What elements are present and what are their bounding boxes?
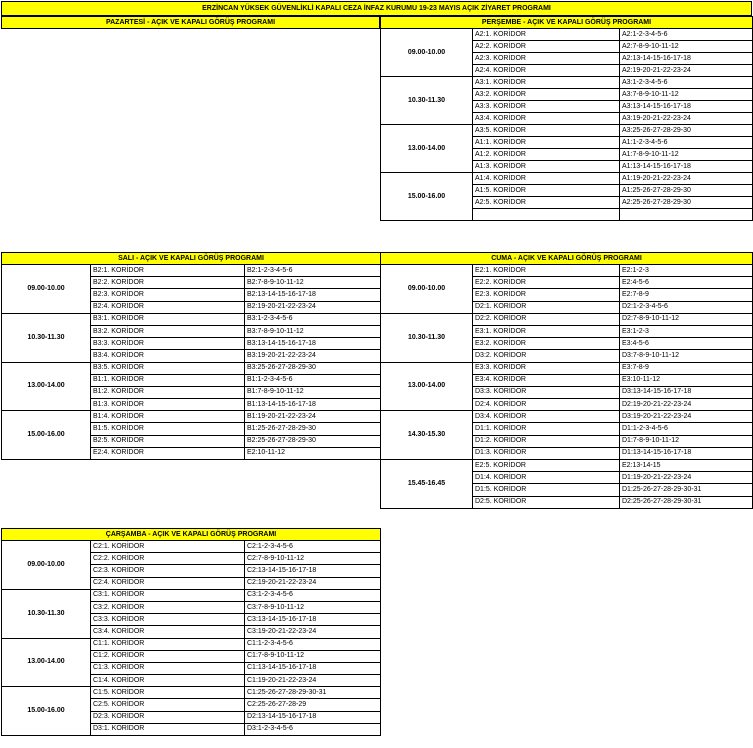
rooms-cell: C3:1-2-3-4-5-6 (245, 589, 381, 601)
corridor-cell: A2:1. KORİDOR (473, 29, 620, 41)
rooms-cell: B2:25-26-27-28-29-30 (245, 435, 381, 447)
corridor-cell: C1:2. KORİDOR (91, 650, 245, 662)
rooms-cell: B2:19-20-21-22-23-24 (245, 301, 381, 313)
table-row (2, 589, 381, 601)
corridor-cell: A3:1. KORİDOR (473, 77, 620, 89)
rooms-cell: A3:13-14-15-16-17-18 (620, 101, 753, 113)
rooms-cell: D1:1-2-3-4-5-6 (620, 423, 753, 435)
rooms-cell: B3:1-2-3-4-5-6 (245, 313, 381, 325)
table-row (2, 638, 381, 650)
rooms-cell: C1:13-14-15-16-17-18 (245, 662, 381, 674)
sali-header: SALI - AÇIK VE KAPALI GÖRÜŞ PROGRAMI (2, 253, 381, 265)
corridor-cell: D3:2. KORİDOR (473, 350, 620, 362)
rooms-cell: E2:13-14-15 (620, 460, 753, 472)
corridor-cell: B2:5. KORİDOR (91, 435, 245, 447)
rooms-cell: C2:7-8-9-10-11-12 (245, 553, 381, 565)
corridor-cell: B1:4. KORİDOR (91, 411, 245, 423)
carsamba-section (1, 528, 381, 736)
pazartesi-header: PAZARTESİ - AÇIK VE KAPALI GÖRÜŞ PROGRAMI (2, 17, 380, 29)
rooms-cell: D1:7-8-9-10-11-12 (620, 435, 753, 447)
rooms-cell: A1:13-14-15-16-17-18 (620, 161, 753, 173)
rooms-cell: D2:1-2-3-4-5-6 (620, 301, 753, 313)
rooms-cell: B1:13-14-15-16-17-18 (245, 399, 381, 411)
corridor-cell: C3:2. KORİDOR (91, 601, 245, 613)
rooms-cell: A3:25-26-27-28-29-30 (620, 125, 753, 137)
corridor-cell: A3:4. KORİDOR (473, 113, 620, 125)
table-row (381, 313, 753, 325)
table-row (2, 541, 381, 553)
time-slot: 09.00-10.00 (381, 265, 473, 314)
time-slot: 09.00-10.00 (2, 541, 91, 590)
time-slot: 13.00-14.00 (2, 362, 91, 411)
corridor-cell: B3:5. KORİDOR (91, 362, 245, 374)
time-slot: 15.45-16.45 (381, 460, 473, 509)
rooms-cell: C1:25-26-27-28-29-30-31 (245, 687, 381, 699)
corridor-cell: A1:4. KORİDOR (473, 173, 620, 185)
time-slot: 13.00-14.00 (381, 125, 473, 173)
corridor-cell: B1:5. KORİDOR (91, 423, 245, 435)
corridor-cell: E2:2. KORİDOR (473, 277, 620, 289)
rooms-cell: B3:19-20-21-22-23-24 (245, 350, 381, 362)
corridor-cell: D2:5. KORİDOR (473, 496, 620, 508)
rooms-cell: E2:10-11-12 (245, 447, 381, 459)
time-slot: 10.30-11.30 (381, 313, 473, 362)
corridor-cell: D3:3. KORİDOR (473, 386, 620, 398)
rooms-cell: C1:7-8-9-10-11-12 (245, 650, 381, 662)
corridor-cell: C3:3. KORİDOR (91, 614, 245, 626)
corridor-cell: B2:3. KORİDOR (91, 289, 245, 301)
corridor-cell: D1:2. KORİDOR (473, 435, 620, 447)
sali-section (1, 252, 381, 460)
time-slot: 13.00-14.00 (2, 638, 91, 687)
corridor-cell: C3:1. KORİDOR (91, 589, 245, 601)
corridor-cell: A1:1. KORİDOR (473, 137, 620, 149)
cuma-section (380, 252, 753, 509)
corridor-cell: A2:2. KORİDOR (473, 41, 620, 53)
corridor-cell: C2:4. KORİDOR (91, 577, 245, 589)
rooms-cell: B3:13-14-15-16-17-18 (245, 338, 381, 350)
corridor-cell: D1:1. KORİDOR (473, 423, 620, 435)
rooms-cell: E3:10-11-12 (620, 374, 753, 386)
rooms-cell: C3:13-14-15-16-17-18 (245, 614, 381, 626)
corridor-cell: A1:5. KORİDOR (473, 185, 620, 197)
rooms-cell: C3:7-8-9-10-11-12 (245, 601, 381, 613)
table-row (381, 265, 753, 277)
table-row (2, 411, 381, 423)
rooms-cell: B2:1-2-3-4-5-6 (245, 265, 381, 277)
rooms-cell: C2:1-2-3-4-5-6 (245, 541, 381, 553)
rooms-cell: A3:7-8-9-10-11-12 (620, 89, 753, 101)
corridor-cell: D2:2. KORİDOR (473, 313, 620, 325)
rooms-cell: A2:1-2-3-4-5-6 (620, 29, 753, 41)
table-row (381, 173, 753, 185)
rooms-cell: B2:13-14-15-16-17-18 (245, 289, 381, 301)
corridor-cell: B2:2. KORİDOR (91, 277, 245, 289)
corridor-cell: D2:1. KORİDOR (473, 301, 620, 313)
rooms-cell: C2:25-26-27-28-29 (245, 699, 381, 711)
time-slot: 10.30-11.30 (381, 77, 473, 125)
corridor-cell: D2:4. KORİDOR (473, 399, 620, 411)
rooms-cell: C3:19-20-21-22-23-24 (245, 626, 381, 638)
corridor-cell: E3:4. KORİDOR (473, 374, 620, 386)
rooms-cell: A2:13-14-15-16-17-18 (620, 53, 753, 65)
corridor-cell: B1:2. KORİDOR (91, 386, 245, 398)
table-row (381, 125, 753, 137)
rooms-cell: D2:25-26-27-28-29-30-31 (620, 496, 753, 508)
table-row (381, 77, 753, 89)
corridor-cell: C2:1. KORİDOR (91, 541, 245, 553)
rooms-cell: D1:13-14-15-16-17-18 (620, 447, 753, 459)
table-row (2, 265, 381, 277)
rooms-cell: E2:1-2-3 (620, 265, 753, 277)
rooms-cell: E2:7-8-9 (620, 289, 753, 301)
rooms-cell: E3:7-8-9 (620, 362, 753, 374)
rooms-cell: E3:4-5-6 (620, 338, 753, 350)
time-slot: 10.30-11.30 (2, 313, 91, 362)
rooms-cell: A1:25-26-27-28-29-30 (620, 185, 753, 197)
corridor-cell: A2:5. KORİDOR (473, 197, 620, 209)
rooms-cell: A2:19-20-21-22-23-24 (620, 65, 753, 77)
corridor-cell: A2:4. KORİDOR (473, 65, 620, 77)
corridor-cell: E3:3. KORİDOR (473, 362, 620, 374)
time-slot: 15.00-16.00 (381, 173, 473, 221)
corridor-cell: C2:2. KORİDOR (91, 553, 245, 565)
corridor-cell: E2:4. KORİDOR (91, 447, 245, 459)
corridor-cell: B2:4. KORİDOR (91, 301, 245, 313)
rooms-cell: B1:25-26-27-28-29-30 (245, 423, 381, 435)
table-row (381, 362, 753, 374)
rooms-cell: D3:13-14-15-16-17-18 (620, 386, 753, 398)
corridor-cell: B1:3. KORİDOR (91, 399, 245, 411)
corridor-cell: E2:5. KORİDOR (473, 460, 620, 472)
time-slot: 10.30-11.30 (2, 589, 91, 638)
corridor-cell: E3:2. KORİDOR (473, 338, 620, 350)
table-row (2, 313, 381, 325)
corridor-cell: C1:1. KORİDOR (91, 638, 245, 650)
time-slot: 13.00-14.00 (381, 362, 473, 411)
corridor-cell (473, 209, 620, 221)
rooms-cell: A1:1-2-3-4-5-6 (620, 137, 753, 149)
corridor-cell: D1:5. KORİDOR (473, 484, 620, 496)
rooms-cell: E3:1-2-3 (620, 325, 753, 337)
rooms-cell: D3:1-2-3-4-5-6 (245, 723, 381, 735)
corridor-cell: D3:4. KORİDOR (473, 411, 620, 423)
corridor-cell: C1:3. KORİDOR (91, 662, 245, 674)
pazartesi-section (1, 16, 380, 29)
time-slot: 09.00-10.00 (381, 29, 473, 77)
corridor-cell: A3:3. KORİDOR (473, 101, 620, 113)
rooms-cell: A1:19-20-21-22-23-24 (620, 173, 753, 185)
rooms-cell: D2:13-14-15-16-17-18 (245, 711, 381, 723)
corridor-cell: D1:4. KORİDOR (473, 472, 620, 484)
rooms-cell (620, 209, 753, 221)
rooms-cell: A3:19-20-21-22-23-24 (620, 113, 753, 125)
rooms-cell: A2:25-26-27-28-29-30 (620, 197, 753, 209)
corridor-cell: E3:1. KORİDOR (473, 325, 620, 337)
persembe-section (380, 16, 753, 221)
corridor-cell: C2:3. KORİDOR (91, 565, 245, 577)
rooms-cell: D3:7-8-9-10-11-12 (620, 350, 753, 362)
corridor-cell: D3:1. KORİDOR (91, 723, 245, 735)
corridor-cell: C1:4. KORİDOR (91, 675, 245, 687)
rooms-cell: D1:25-26-27-28-29-30-31 (620, 484, 753, 496)
corridor-cell: B3:2. KORİDOR (91, 325, 245, 337)
corridor-cell: B2:1. KORİDOR (91, 265, 245, 277)
corridor-cell: B1:1. KORİDOR (91, 374, 245, 386)
table-row (2, 362, 381, 374)
rooms-cell: A3:1-2-3-4-5-6 (620, 77, 753, 89)
corridor-cell: C2:5. KORİDOR (91, 699, 245, 711)
rooms-cell: B1:7-8-9-10-11-12 (245, 386, 381, 398)
cuma-header: CUMA - AÇIK VE KAPALI GÖRÜŞ PROGRAMI (381, 253, 753, 265)
table-row (381, 411, 753, 423)
corridor-cell: B3:3. KORİDOR (91, 338, 245, 350)
carsamba-header: ÇARŞAMBA - AÇIK VE KAPALI GÖRÜŞ PROGRAMI (2, 529, 381, 541)
corridor-cell: B3:1. KORİDOR (91, 313, 245, 325)
rooms-cell: B3:25-26-27-28-29-30 (245, 362, 381, 374)
rooms-cell: C1:19-20-21-22-23-24 (245, 675, 381, 687)
corridor-cell: A1:3. KORİDOR (473, 161, 620, 173)
rooms-cell: D3:19-20-21-22-23-24 (620, 411, 753, 423)
rooms-cell: B1:1-2-3-4-5-6 (245, 374, 381, 386)
corridor-cell: A3:5. KORİDOR (473, 125, 620, 137)
persembe-header: PERŞEMBE - AÇIK VE KAPALI GÖRÜŞ PROGRAMI (381, 17, 753, 29)
corridor-cell: A3:2. KORİDOR (473, 89, 620, 101)
time-slot: 09.00-10.00 (2, 265, 91, 314)
rooms-cell: D1:19-20-21-22-23-24 (620, 472, 753, 484)
rooms-cell: A2:7-8-9-10-11-12 (620, 41, 753, 53)
table-row (381, 29, 753, 41)
page-title: ERZİNCAN YÜKSEK GÜVENLİKLİ KAPALI CEZA İNFAZ KURUMU 19-23 MAYIS AÇIK ZİYARET PROGRAMI (1, 1, 752, 16)
time-slot: 15.00-16.00 (2, 411, 91, 460)
corridor-cell: C1:5. KORİDOR (91, 687, 245, 699)
rooms-cell: D2:7-8-9-10-11-12 (620, 313, 753, 325)
rooms-cell: D2:19-20-21-22-23-24 (620, 399, 753, 411)
rooms-cell: C2:13-14-15-16-17-18 (245, 565, 381, 577)
rooms-cell: C2:19-20-21-22-23-24 (245, 577, 381, 589)
time-slot: 14.30-15.30 (381, 411, 473, 460)
corridor-cell: B3:4. KORİDOR (91, 350, 245, 362)
corridor-cell: C3:4. KORİDOR (91, 626, 245, 638)
corridor-cell: E2:3. KORİDOR (473, 289, 620, 301)
rooms-cell: A1:7-8-9-10-11-12 (620, 149, 753, 161)
rooms-cell: B1:19-20-21-22-23-24 (245, 411, 381, 423)
rooms-cell: C1:1-2-3-4-5-6 (245, 638, 381, 650)
rooms-cell: E2:4-5-6 (620, 277, 753, 289)
table-row (2, 687, 381, 699)
corridor-cell: A1:2. KORİDOR (473, 149, 620, 161)
corridor-cell: E2:1. KORİDOR (473, 265, 620, 277)
rooms-cell: B2:7-8-9-10-11-12 (245, 277, 381, 289)
table-row (381, 460, 753, 472)
corridor-cell: D1:3. KORİDOR (473, 447, 620, 459)
corridor-cell: A2:3. KORİDOR (473, 53, 620, 65)
corridor-cell: D2:3. KORİDOR (91, 711, 245, 723)
time-slot: 15.00-16.00 (2, 687, 91, 736)
rooms-cell: B3:7-8-9-10-11-12 (245, 325, 381, 337)
